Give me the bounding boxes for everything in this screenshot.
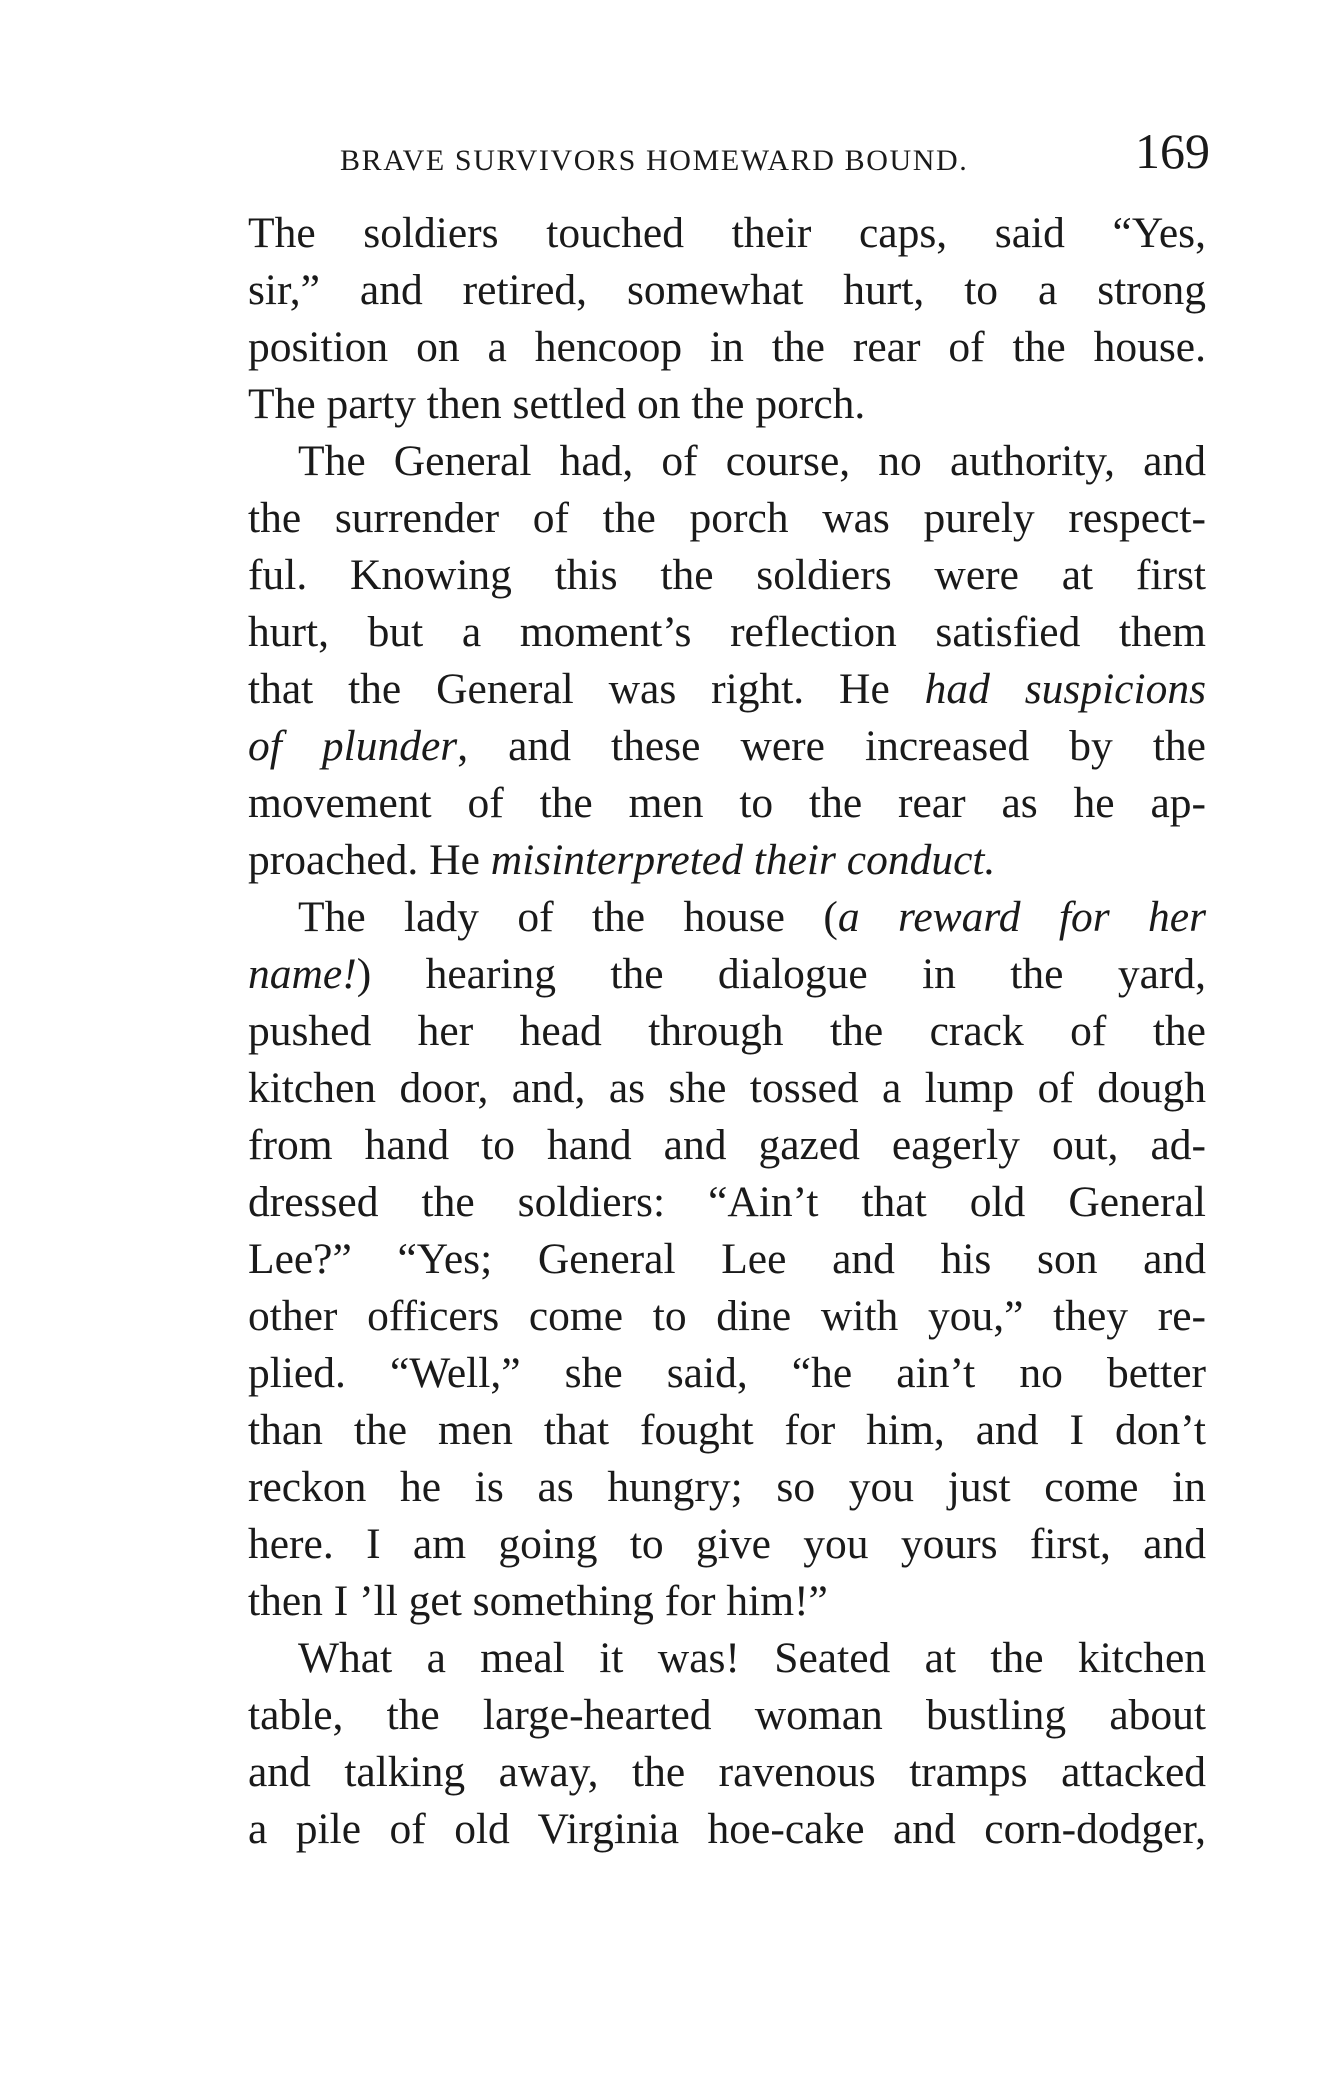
body-text bbox=[248, 205, 1206, 1858]
text-line bbox=[248, 946, 1206, 1003]
text-line: a pile of old Virginia hoe-cake and corn-dodger, bbox=[248, 1805, 1206, 1853]
text-line: reckon he is as hungry; so you just come in bbox=[248, 1463, 1206, 1511]
text-segment: proached. He bbox=[248, 836, 491, 884]
page-number: 169 bbox=[1135, 123, 1210, 179]
running-title: BRAVE SURVIVORS HOMEWARD BOUND. bbox=[340, 144, 969, 177]
text-line: dressed the soldiers: “Ain’t that old General bbox=[248, 1178, 1206, 1226]
text-line: hurt, but a moment’s reflection satisfied them bbox=[248, 608, 1206, 656]
italic-text: name! bbox=[248, 950, 357, 998]
italic-text: misinterpreted their conduct. bbox=[490, 836, 996, 884]
text-line: here. I am going to give you yours first, and bbox=[248, 1520, 1206, 1568]
text-line: kitchen door, and, as she tossed a lump of dough bbox=[248, 1064, 1206, 1112]
text-segment: that the General was right. He bbox=[248, 665, 925, 713]
text-line bbox=[248, 832, 1206, 889]
italic-text: of plunder bbox=[248, 722, 458, 770]
italic-text: had suspicions bbox=[924, 665, 1207, 713]
text-line: then I ’ll get something for him!” bbox=[248, 1577, 828, 1625]
text-line: the surrender of the porch was purely respect- bbox=[248, 494, 1206, 542]
text-line: than the men that fought for him, and I don’t bbox=[248, 1406, 1206, 1454]
text-line: from hand to hand and gazed eagerly out, ad- bbox=[248, 1121, 1206, 1169]
text-segment: , and these were increased by the bbox=[457, 722, 1206, 770]
text-line: The General had, of course, no authority, and bbox=[298, 437, 1206, 485]
text-line: plied. “Well,” she said, “he ain’t no better bbox=[248, 1349, 1206, 1397]
text-line: position on a hencoop in the rear of the house. bbox=[248, 323, 1206, 371]
text-line bbox=[248, 661, 1206, 718]
text-segment: The lady of the house ( bbox=[298, 893, 838, 941]
text-line: What a meal it was! Seated at the kitchen bbox=[298, 1634, 1206, 1682]
italic-text: a reward for her bbox=[837, 893, 1206, 941]
text-segment: ) hearing the dialogue in the yard, bbox=[356, 950, 1206, 998]
text-line bbox=[248, 889, 1206, 946]
text-line: sir,” and retired, somewhat hurt, to a strong bbox=[248, 266, 1206, 314]
text-line: The party then settled on the porch. bbox=[248, 380, 866, 428]
text-line: movement of the men to the rear as he ap- bbox=[248, 779, 1206, 827]
text-line: pushed her head through the crack of the bbox=[248, 1007, 1206, 1055]
text-line bbox=[248, 718, 1206, 775]
text-line: The soldiers touched their caps, said “Yes, bbox=[248, 209, 1206, 257]
text-line: Lee?” “Yes; General Lee and his son and bbox=[248, 1235, 1206, 1283]
text-line: and talking away, the ravenous tramps attacked bbox=[248, 1748, 1206, 1796]
text-line: ful. Knowing this the soldiers were at first bbox=[248, 551, 1206, 599]
running-head bbox=[340, 122, 1210, 192]
text-line: table, the large-hearted woman bustling about bbox=[248, 1691, 1206, 1739]
text-line: other officers come to dine with you,” they re- bbox=[248, 1292, 1206, 1340]
